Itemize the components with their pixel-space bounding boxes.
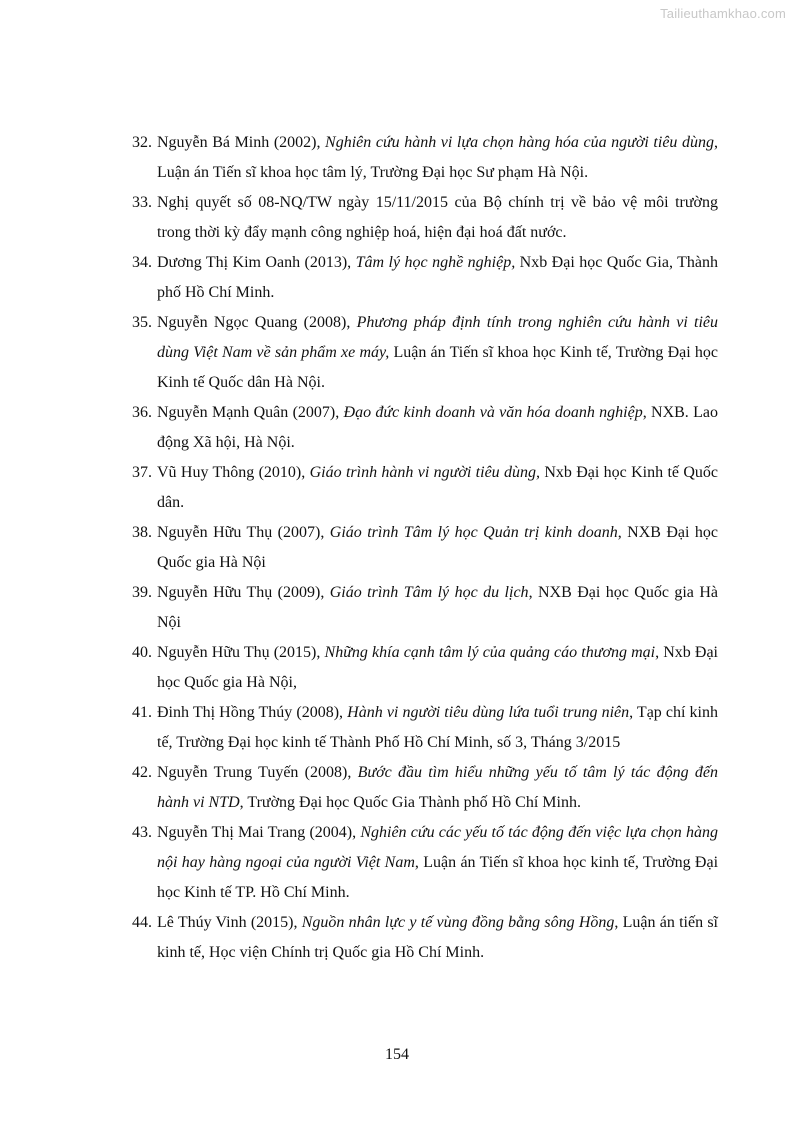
reference-item: [132, 818, 718, 908]
reference-author: Dương Thị Kim Oanh (2013),: [157, 254, 356, 271]
reference-title: Tâm lý học nghề nghiệp,: [355, 254, 516, 271]
reference-title: Bước đầu tìm hiểu những yếu tố tâm lý tác động đến hành vi NTD: [157, 764, 718, 811]
reference-publisher: Nxb Đại học Quốc Gia, Thành phố Hồ Chí Minh.: [157, 254, 719, 301]
reference-item: [132, 128, 718, 188]
reference-item: [132, 908, 718, 968]
reference-item: [132, 578, 718, 638]
reference-publisher: Luận án Tiến sĩ khoa học Kinh tế, Trường Đại học Kinh tế Quốc dân Hà Nội.: [157, 344, 719, 391]
reference-author: Nguyễn Bá Minh (2002),: [157, 134, 326, 151]
reference-number: 34.: [132, 254, 152, 271]
reference-number: 35.: [132, 314, 152, 331]
reference-author: Nghị quyết số 08-NQ/TW ngày 15/11/2015 của Bộ chính trị về bảo vệ môi trường trong thời kỳ đẩy mạnh công nghiệp hoá, hiện đại hoá đất nước.: [157, 194, 718, 241]
reference-title: Giáo trình Tâm lý học Quản trị kinh doanh: [329, 524, 618, 541]
reference-text: [157, 518, 718, 578]
page-number: 154: [385, 1046, 409, 1063]
reference-number: 43.: [132, 824, 152, 841]
reference-publisher: , Tạp chí kinh tế, Trường Đại học kinh tế Thành Phố Hồ Chí Minh, số 3, Tháng 3/2015: [157, 704, 719, 751]
reference-title: Giáo trình Tâm lý học du lịch: [329, 584, 529, 601]
reference-text: [157, 758, 718, 818]
reference-number: 33.: [132, 194, 152, 211]
reference-item: [132, 308, 718, 398]
reference-number: 42.: [132, 764, 152, 781]
reference-number: 44.: [132, 914, 152, 931]
reference-text: [157, 248, 718, 308]
reference-publisher: , Luận án Tiến sĩ khoa học kinh tế, Trường Đại học Kinh tế TP. Hồ Chí Minh.: [157, 854, 719, 901]
watermark: Tailieuthamkhao.com: [660, 6, 786, 21]
reference-title: Những khía cạnh tâm lý của quảng cáo thương mại: [324, 644, 656, 661]
reference-text: [157, 188, 718, 248]
reference-text: [157, 698, 718, 758]
reference-author: Đinh Thị Hồng Thúy (2008),: [157, 704, 348, 721]
reference-title: Giáo trình hành vi người tiêu dùng,: [309, 464, 541, 481]
reference-author: Nguyễn Hữu Thụ (2009),: [157, 584, 330, 601]
reference-publisher: Nxb Đại học Kinh tế Quốc dân.: [157, 464, 719, 511]
reference-number: 41.: [132, 704, 152, 721]
reference-author: Nguyễn Thị Mai Trang (2004),: [157, 824, 361, 841]
reference-title: Đạo đức kinh doanh và văn hóa doanh nghiệp: [343, 404, 643, 421]
reference-text: [157, 818, 718, 908]
reference-publisher: , Nxb Đại học Quốc gia Hà Nội,: [157, 644, 719, 691]
reference-publisher: , Trường Đại học Quốc Gia Thành phố Hồ Chí Minh.: [239, 794, 581, 811]
reference-text: [157, 908, 718, 968]
reference-author: Nguyễn Ngọc Quang (2008),: [157, 314, 357, 331]
reference-number: 38.: [132, 524, 152, 541]
reference-title: Phương pháp định tính trong nghiên cứu hành vi tiêu dùng Việt Nam về sản phẩm xe máy,: [157, 314, 719, 361]
reference-item: [132, 758, 718, 818]
reference-number: 40.: [132, 644, 152, 661]
reference-text: [157, 458, 718, 518]
reference-publisher: , NXB. Lao động Xã hội, Hà Nội.: [157, 404, 718, 451]
reference-author: Nguyễn Hữu Thụ (2007),: [157, 524, 330, 541]
reference-author: Nguyễn Trung Tuyến (2008),: [157, 764, 358, 781]
reference-item: [132, 188, 718, 248]
reference-item: [132, 698, 718, 758]
reference-item: [132, 518, 718, 578]
reference-item: [132, 638, 718, 698]
reference-text: [157, 308, 718, 398]
reference-number: 36.: [132, 404, 152, 421]
reference-number: 39.: [132, 584, 152, 601]
reference-text: [157, 128, 718, 188]
reference-author: Nguyễn Mạnh Quân (2007),: [157, 404, 344, 421]
reference-list: [132, 128, 718, 968]
reference-title: Nghiên cứu hành vi lựa chọn hàng hóa của người tiêu dùng: [325, 134, 714, 151]
reference-number: 37.: [132, 464, 152, 481]
reference-item: [132, 458, 718, 518]
reference-item: [132, 248, 718, 308]
reference-text: [157, 638, 718, 698]
reference-title: Hành vi người tiêu dùng lứa tuổi trung niên: [347, 704, 630, 721]
reference-number: 32.: [132, 134, 152, 151]
reference-title: Nguồn nhân lực y tế vùng đồng bằng sông Hồng: [301, 914, 615, 931]
reference-title: Nghiên cứu các yếu tố tác động đến việc lựa chọn hàng nội hay hàng ngoại của người Việt Nam: [157, 824, 718, 871]
reference-publisher: , Luận án tiến sĩ kinh tế, Học viện Chính trị Quốc gia Hồ Chí Minh.: [157, 914, 718, 961]
reference-text: [157, 578, 718, 638]
reference-publisher: , NXB Đại học Quốc gia Hà Nội: [157, 524, 719, 571]
reference-author: Vũ Huy Thông (2010),: [157, 464, 310, 481]
reference-item: [132, 398, 718, 458]
reference-text: [157, 398, 718, 458]
reference-author: Lê Thúy Vinh (2015),: [157, 914, 302, 931]
reference-author: Nguyễn Hữu Thụ (2015),: [157, 644, 325, 661]
reference-publisher: , NXB Đại học Quốc gia Hà Nội: [157, 584, 718, 631]
reference-publisher: , Luận án Tiến sĩ khoa học tâm lý, Trường Đại học Sư phạm Hà Nội.: [157, 134, 718, 181]
